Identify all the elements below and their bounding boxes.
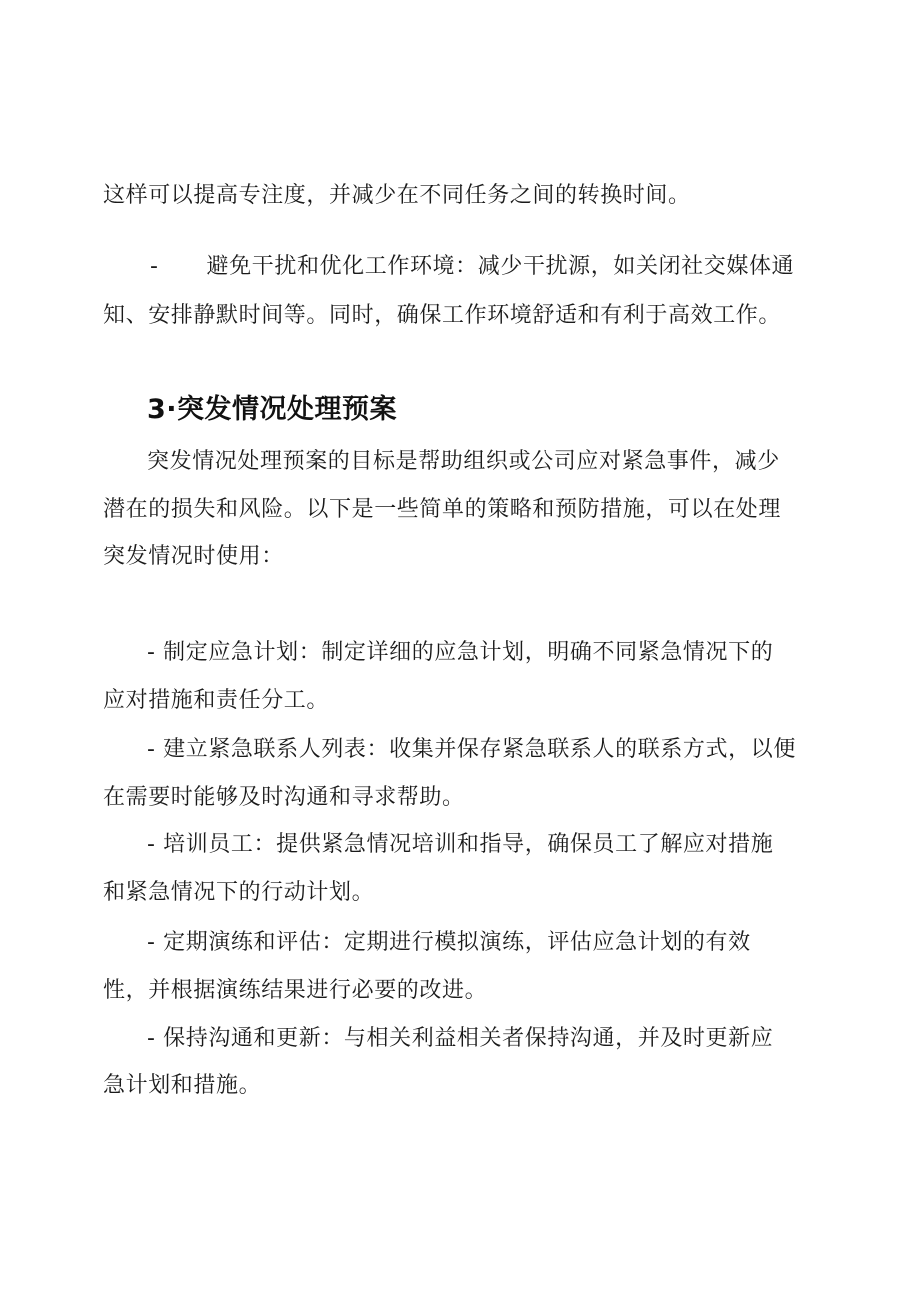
list-item-3-line-2: 和紧急情况下的行动计划。	[103, 880, 375, 905]
avoid-interference-line-1	[150, 252, 794, 282]
list-item-1-line-2: 应对措施和责任分工。	[103, 688, 330, 713]
list-item-2-line-1: - 建立紧急联系人列表：收集并保存紧急联系人的联系方式，以便	[147, 737, 796, 762]
list-item-5-line-2: 急计划和措施。	[103, 1073, 262, 1098]
list-item-3-line-1: - 培训员工：提供紧急情况培训和指导，确保员工了解应对措施	[147, 832, 774, 857]
avoid-interference-text: 避免干扰和优化工作环境：减少干扰源，如关闭社交媒体通	[206, 254, 795, 279]
list-item-4-line-2: 性，并根据演练结果进行必要的改进。	[103, 978, 488, 1003]
section-intro-line-3: 突发情况时使用：	[103, 544, 284, 569]
bullet-dash: -	[150, 254, 159, 279]
list-item-1-line-1: - 制定应急计划：制定详细的应急计划，明确不同紧急情况下的	[147, 640, 774, 665]
avoid-interference-line-2: 知、安排静默时间等。同时，确保工作环境舒适和有利于高效工作。	[103, 303, 782, 328]
list-item-2-line-2: 在需要时能够及时沟通和寻求帮助。	[103, 785, 465, 810]
section-intro-line-1: 突发情况处理预案的目标是帮助组织或公司应对紧急事件，减少	[147, 449, 780, 474]
section-heading: 3·突发情况处理预案	[147, 394, 398, 425]
list-item-4-line-1: - 定期演练和评估：定期进行模拟演练，评估应急计划的有效	[147, 930, 751, 955]
continuation-text-line-1: 这样可以提高专注度，并减少在不同任务之间的转换时间。	[103, 183, 691, 208]
section-intro-line-2: 潜在的损失和风险。以下是一些简单的策略和预防措施，可以在处理	[103, 497, 782, 522]
list-item-5-line-1: - 保持沟通和更新：与相关利益相关者保持沟通，并及时更新应	[147, 1026, 774, 1051]
